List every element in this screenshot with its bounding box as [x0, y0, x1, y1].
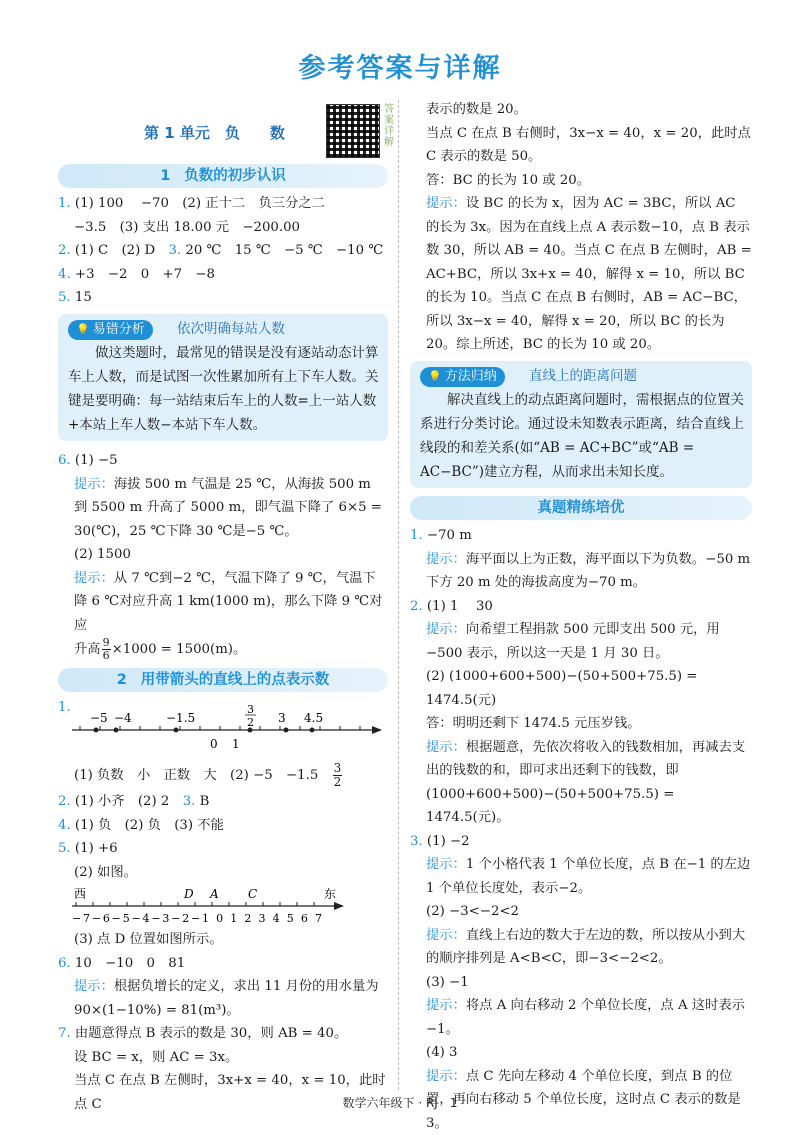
- label-1: 1: [232, 737, 240, 751]
- label-0: 0: [210, 737, 218, 751]
- hint-text: 设 BC 的长为 x，因为 AC = 3BC，所以 AC 的长为 3x。因为在直线上点 A 表示数−10，点 B 表示数 30，所以 AB = 40。当点 C 在点 B 左侧时，AB = AC+BC，所以 3x+x = 40，解得 x = 10，所以 BC 的长为 10。当点 C 在点 B 右侧时，AB = AC−BC，所以 3x−x = 40，解得 x = 20，所以 BC 的长为 20。综上所述，BC 的长为 10 或 20。: [426, 196, 752, 352]
- question-number: 3.: [168, 243, 181, 258]
- section-1-number: 1: [160, 168, 170, 184]
- method-summary-box: [410, 361, 752, 489]
- tick-labels: −7−6−5−4−3−2−1 0 1 2 3 4 5 6 7: [72, 912, 322, 925]
- point-d-label: D: [183, 887, 194, 901]
- t-hint-2b: [410, 736, 752, 830]
- hint-label: 提示：: [426, 740, 466, 755]
- s2-answer-2-3: [58, 790, 388, 814]
- r-line-2: 当点 C 在点 B 右侧时，3x−x = 40，x = 20，此时点 C 表示的数是 50。: [410, 122, 752, 169]
- column-divider: [398, 100, 399, 1090]
- section-2-title: 用带箭头的直线上的点表示数: [141, 672, 330, 688]
- lightbulb-icon: 💡: [428, 370, 442, 383]
- fraction: [333, 762, 343, 789]
- t-hint-2: [410, 618, 752, 665]
- answer-text: B: [200, 794, 210, 809]
- question-number: 6.: [58, 956, 71, 971]
- r-line-3: 答：BC 的长为 10 或 20。: [410, 169, 752, 193]
- s2-hint-6: [58, 975, 388, 1022]
- fraction-numerator: 9: [102, 637, 111, 650]
- answer-text: (1) 负数 小 正数 大 (2) −5 −1.5: [74, 768, 318, 783]
- question-number: 4.: [58, 267, 71, 282]
- r-hint: [410, 192, 752, 357]
- label-3: 3: [278, 711, 286, 725]
- method-summary-tag: [420, 367, 505, 387]
- hint-text: 海平面以上为正数，海平面以下为负数。−50 m 下方 20 m 处的海拔高度为−70 m。: [426, 552, 750, 591]
- label-neg4: −4: [114, 711, 132, 725]
- section-1-header: [58, 164, 388, 188]
- hint-text: ×1000 = 1500(m)。: [112, 642, 247, 657]
- error-analysis-title: 依次明确每站人数: [177, 318, 285, 342]
- question-number: 2.: [58, 243, 71, 258]
- method-summary-text: 解决直线上的动点距离问题时，需根据点的位置关系进行分类讨论。通过设未知数表示距离，结合直线上线段的和差关系(如“AB = AC+BC”或“AB = AC−BC”)建立方程，从而求出未知长度。: [420, 388, 744, 484]
- fraction-numerator: 3: [333, 762, 343, 776]
- hint-text: 从 7 ℃到−2 ℃，气温下降了 9 ℃，气温下降 6 ℃对应升高 1 km(1000 m)，那么下降 9 ℃对应: [74, 571, 382, 633]
- answer-text: (1) −5: [75, 453, 118, 468]
- t-hint-1: [410, 548, 752, 595]
- t-answer-2-c: 答：明明还剩下 1474.5 元压岁钱。: [410, 712, 752, 736]
- hint-text: 直线上右边的数大于左边的数，所以按从小到大的顺序排列是 A<B<C，即−3<−2<2。: [426, 928, 745, 967]
- answer-text: (1) −2: [427, 834, 470, 849]
- question-number: 3.: [183, 794, 196, 809]
- s2-answer-4: [58, 814, 388, 838]
- lightbulb-icon: 💡: [76, 323, 90, 336]
- west-label: 西: [74, 887, 86, 901]
- hint-text: 根据题意，先依次将收入的钱数相加，再减去支出的钱数的和，即可求出还剩下的钱数，即(1000+600+500)−(50+500+75.5) = 1474.5(元)。: [426, 740, 745, 826]
- point-a-label: A: [209, 887, 219, 901]
- hint-label: 提示：: [426, 1069, 466, 1084]
- section-3-header: 真题精练培优: [410, 496, 752, 520]
- s2-answer-5: [58, 837, 388, 861]
- method-summary-title: 直线上的距离问题: [529, 365, 637, 389]
- point-mark: [284, 728, 289, 733]
- point-mark: [310, 728, 315, 733]
- question-number: 1.: [58, 700, 71, 715]
- unit-header: [58, 112, 388, 162]
- t-answer-3: [410, 830, 752, 854]
- unit-title: 第 1 单元 负 数: [144, 122, 285, 146]
- answer-4: [58, 263, 388, 287]
- hint-text: 海拔 500 m 气温是 25 ℃，从海拔 500 m 到 5500 m 升高了 5000 m，即气温下降了 6×5 = 30(℃)，25 ℃下降 30 ℃是−5 ℃。: [74, 477, 382, 539]
- answer-text: 由题意得点 B 表示的数是 30，则 AB = 40。: [75, 1026, 347, 1041]
- number-line-1: [72, 700, 392, 760]
- answer-text: 20 ℃ 15 ℃ −5 ℃ −10 ℃: [185, 243, 383, 258]
- hint-6-1: [58, 473, 388, 544]
- answer-text: (1) +6: [75, 841, 118, 856]
- s2-answer-7-l2: 设 BC = x，则 AC = 3x。: [58, 1046, 388, 1070]
- s2-answer-5-b: (2) 如图。: [58, 861, 388, 885]
- t-answer-2-b: (2) (1000+600+500)−(50+500+75.5) = 1474.5(元): [410, 665, 752, 712]
- question-number: 4.: [58, 818, 71, 833]
- t-answer-1: [410, 524, 752, 548]
- error-analysis-box: [58, 314, 388, 442]
- hint-6-2: [58, 567, 388, 663]
- answer-2-3: [58, 239, 388, 263]
- point-mark: [94, 728, 99, 733]
- hint-label: 提示：: [74, 979, 114, 994]
- hint-text: 点 C 先向左移动 4 个单位长度，到点 B 的位置，再向右移动 5 个单位长度，这时点 C 表示的数是 3。: [426, 1069, 741, 1131]
- point-mark: [174, 728, 179, 733]
- s2-answer-5-c: (3) 点 D 位置如图所示。: [58, 928, 388, 952]
- question-number: 5.: [58, 841, 71, 856]
- left-column: [58, 112, 388, 1116]
- answer-5: [58, 286, 388, 310]
- answer-6: [58, 449, 388, 473]
- question-number: 2.: [58, 794, 71, 809]
- answer-text: −70 m: [427, 528, 472, 543]
- hint-label: 提示：: [426, 857, 466, 872]
- s2-answer-5-line: [58, 884, 388, 928]
- hint-text: 将点 A 向右移动 2 个单位长度，点 A 这时表示−1。: [426, 998, 745, 1037]
- hint-label: 提示：: [426, 622, 466, 637]
- answer-text: (1) C (2) D: [75, 243, 155, 258]
- hint-text: 向希望工程捐款 500 元即支出 500 元，用 −500 表示，所以这一天是 1 月 30 日。: [426, 622, 720, 661]
- s2-answer-1: [58, 696, 388, 762]
- right-column: [410, 98, 752, 1135]
- t-answer-3-b: (2) −3<−2<2: [410, 900, 752, 924]
- s2-answer-1-text: [58, 762, 388, 790]
- hint-text: 根据负增长的定义，求出 11 月份的用水量为 90×(1−10%) = 81(m³)。: [74, 979, 379, 1018]
- page-footer: 数学六年级下 · RJ 1: [0, 1094, 800, 1111]
- answer-text: (1) 小齐 (2) 2: [75, 794, 169, 809]
- s2-answer-7: [58, 1022, 388, 1046]
- r-line-1: 表示的数是 20。: [410, 98, 752, 122]
- hint-label: 提示：: [74, 477, 114, 492]
- question-number: 2.: [410, 599, 423, 614]
- label-3-over-2-num: 3: [247, 703, 254, 716]
- question-number: 5.: [58, 290, 71, 305]
- hint-text: 升高: [74, 642, 101, 657]
- fraction: [102, 637, 111, 662]
- label-neg5: −5: [90, 711, 108, 725]
- question-number: 1.: [58, 196, 71, 211]
- arrow-icon: [372, 726, 382, 734]
- hint-label: 提示：: [426, 196, 466, 211]
- hint-label: 提示：: [426, 928, 466, 943]
- t-answer-2: [410, 595, 752, 619]
- label-3-over-2-den: 2: [247, 716, 254, 729]
- qr-label: 答案详解: [384, 104, 394, 148]
- point-c-label: C: [248, 887, 257, 901]
- page-title: 参考答案与详解: [0, 46, 800, 85]
- label-4-5: 4.5: [304, 711, 323, 725]
- label-neg1-5: −1.5: [166, 711, 195, 725]
- section-2-number: 2: [117, 672, 127, 688]
- question-number: 3.: [410, 834, 423, 849]
- arrow-icon: [334, 902, 344, 910]
- answer-text: (1) 1 30: [427, 599, 493, 614]
- hint-label: 提示：: [74, 571, 114, 586]
- section-2-header: [58, 668, 388, 692]
- answer-text: +3 −2 0 +7 −8: [75, 267, 215, 282]
- hint-label: 提示：: [426, 552, 466, 567]
- fraction-denominator: 2: [333, 776, 343, 789]
- point-mark: [114, 728, 119, 733]
- t-answer-3-d: (4) 3: [410, 1041, 752, 1065]
- section-1-title: 负数的初步认识: [184, 168, 286, 184]
- question-number: 1.: [410, 528, 423, 543]
- tag-label: 方法归纳: [445, 369, 497, 384]
- question-number: 6.: [58, 453, 71, 468]
- t-answer-3-c: (3) −1: [410, 971, 752, 995]
- fraction-denominator: 6: [102, 650, 111, 662]
- hint-text: 1 个小格代表 1 个单位长度，点 B 在−1 的左边 1 个单位长度处，表示−2。: [426, 857, 750, 896]
- t-hint-3: [410, 853, 752, 900]
- tick-group: [80, 726, 360, 733]
- error-analysis-tag: [68, 320, 153, 340]
- s2-answer-6: [58, 952, 388, 976]
- answer-text: (1) 100 −70 (2) 正十二 负三分之二: [75, 196, 325, 211]
- answer-text: 15: [75, 290, 92, 305]
- east-label: 东: [324, 887, 336, 901]
- answer-text: (1) 负 (2) 负 (3) 不能: [75, 818, 224, 833]
- answer-1-cont: −3.5 (3) 支出 18.00 元 −200.00: [58, 216, 388, 240]
- s2-answer-7-l3: 当点 C 在点 B 左侧时，3x+x = 40，x = 10，此时点 C: [58, 1069, 388, 1116]
- tag-label: 易错分析: [93, 322, 145, 337]
- answer-1: [58, 192, 388, 216]
- answer-6-2: (2) 1500: [58, 543, 388, 567]
- t-hint-3b: [410, 924, 752, 971]
- error-analysis-text: 做这类题时，最常见的错误是没有逐站动态计算车上人数，而是试图一次性累加所有上下车人数。关键是要明确：每一站结束后车上的人数=上一站人数+本站上车人数−本站下车人数。: [68, 341, 380, 437]
- number-line-2: [72, 884, 372, 928]
- question-number: 7.: [58, 1026, 71, 1041]
- hint-label: 提示：: [426, 998, 466, 1013]
- qr-code-icon[interactable]: [326, 104, 380, 158]
- t-hint-3c: [410, 994, 752, 1041]
- answer-text: 10 −10 0 81: [75, 956, 185, 971]
